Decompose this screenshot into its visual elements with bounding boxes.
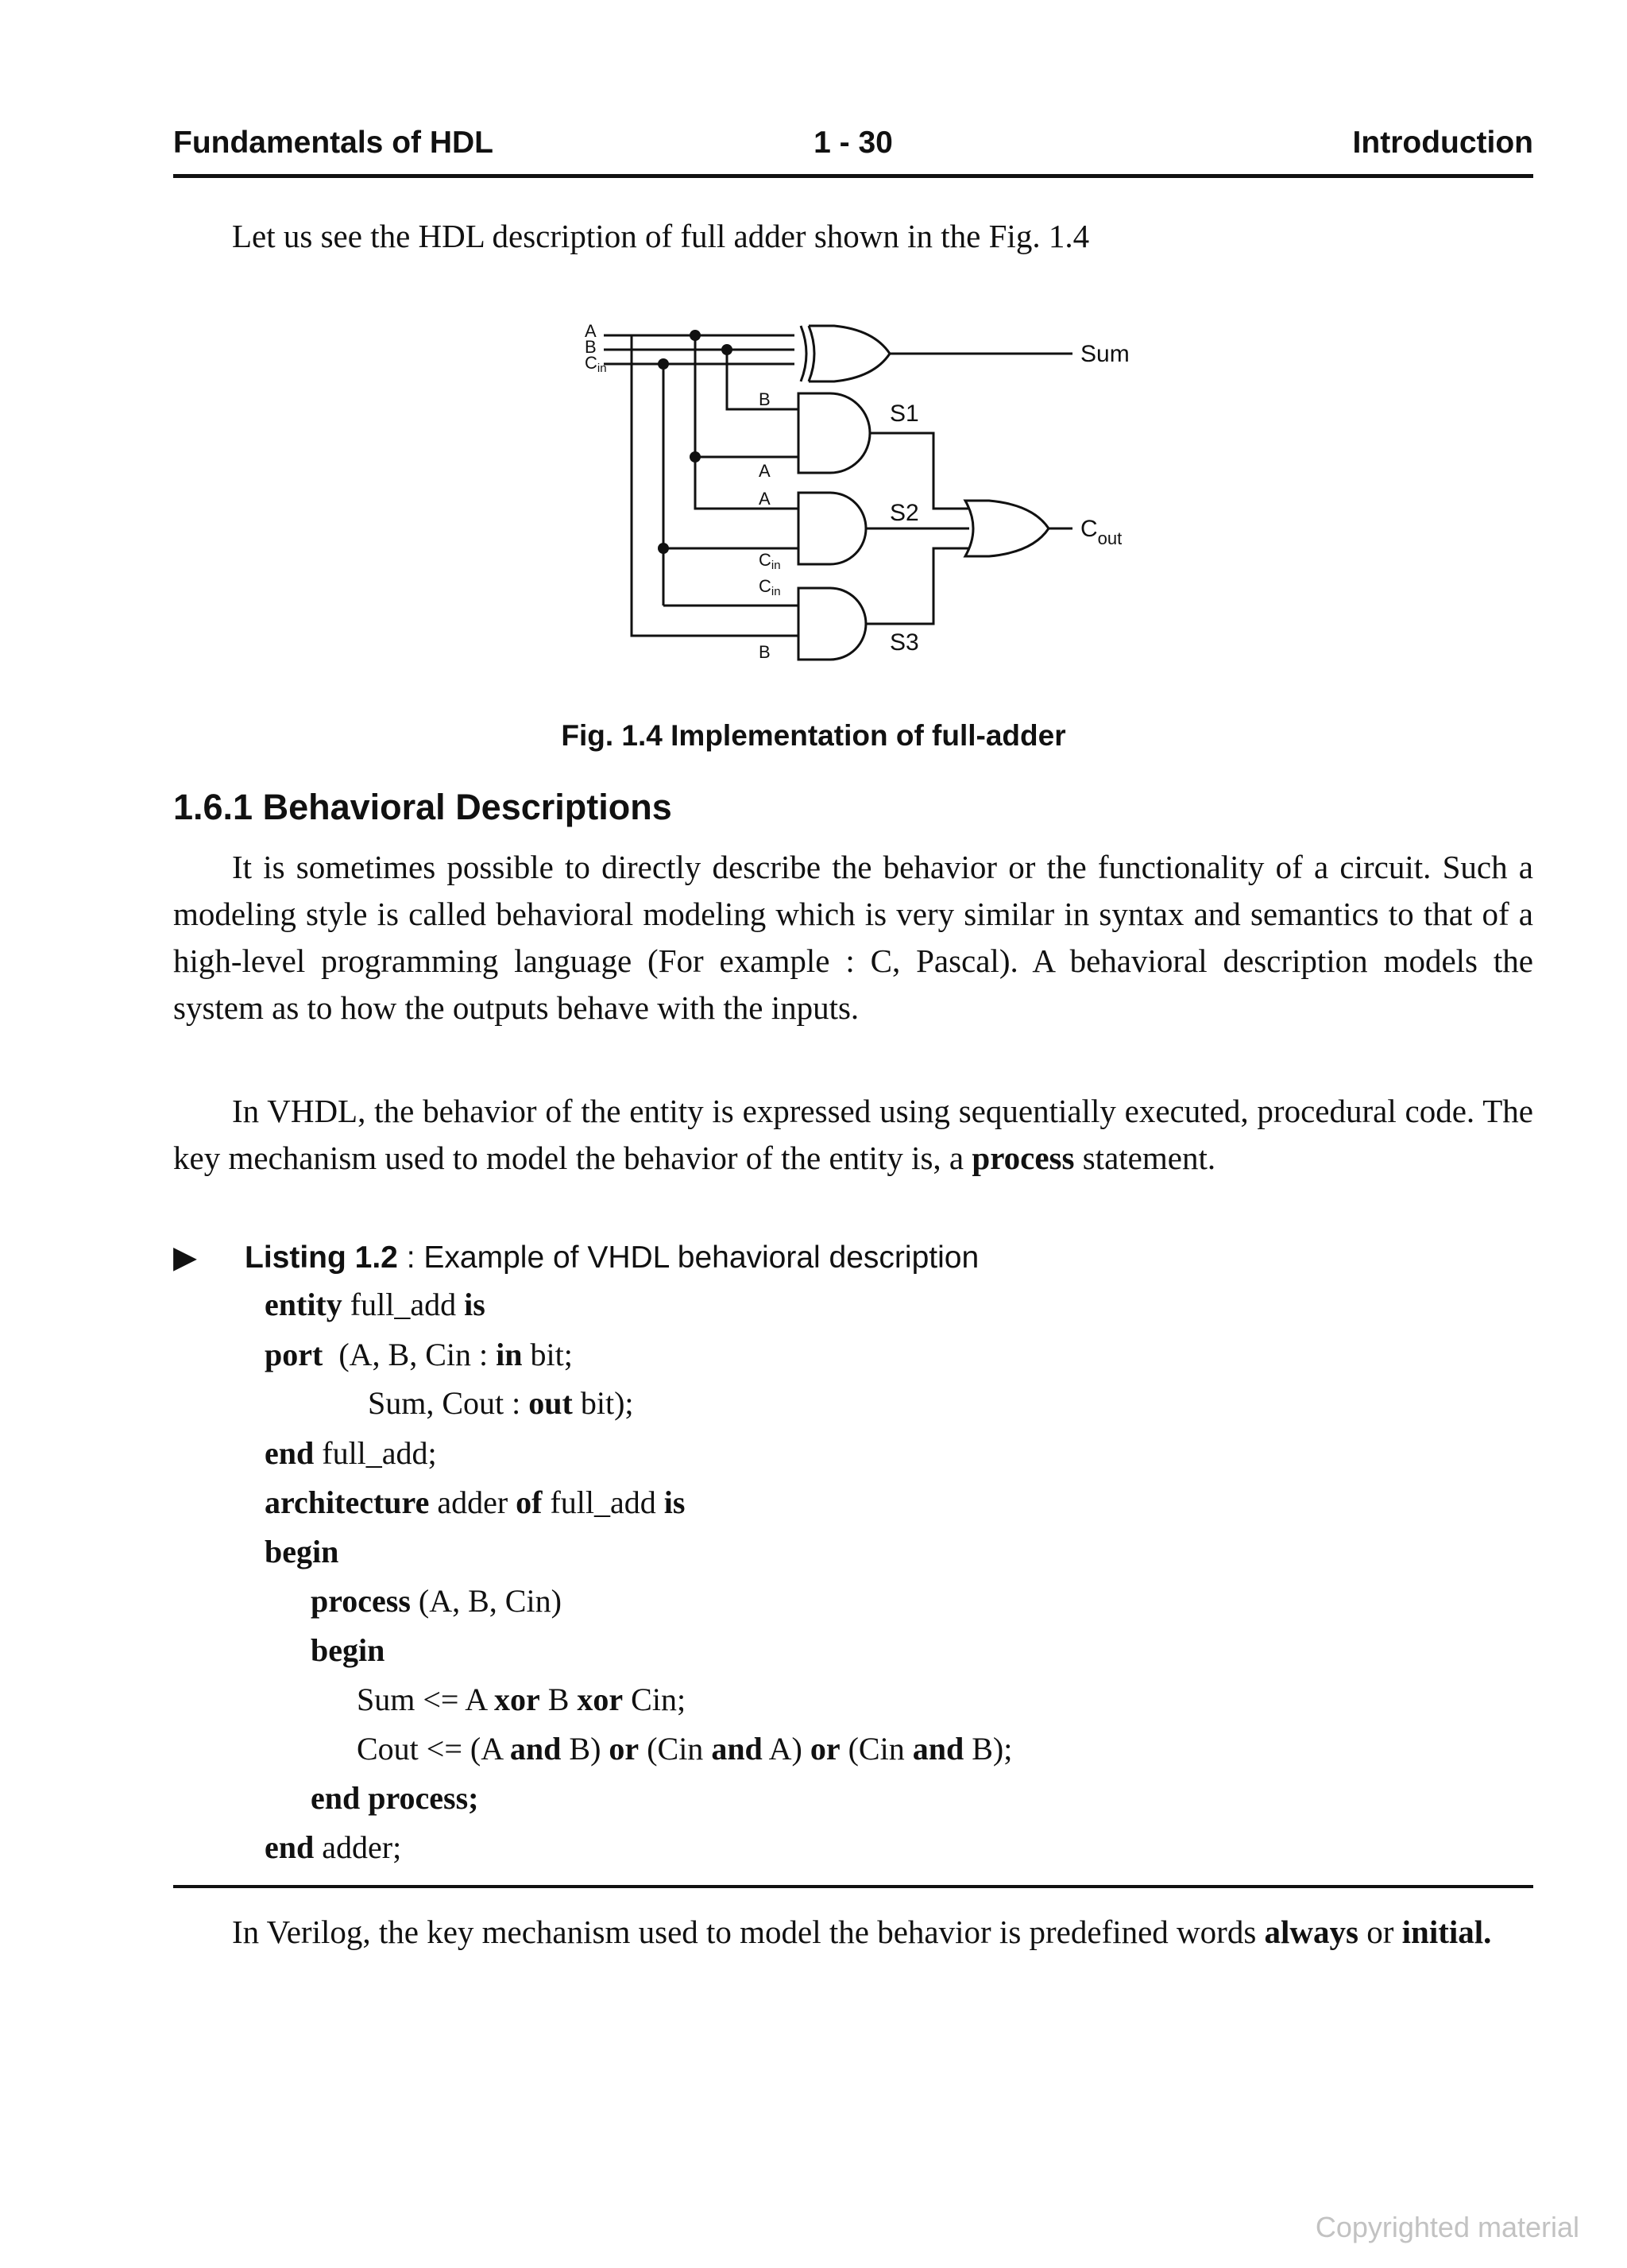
page-number: 1 - 30 bbox=[814, 126, 893, 160]
closing-or: or bbox=[1366, 1914, 1394, 1950]
paragraph-2-text: In VHDL, the behavior of the entity is expressed using sequentially executed, procedural code. The key mechanism used to model the behavior of the entity is, a bbox=[173, 1093, 1533, 1176]
and-gate-3 bbox=[798, 588, 866, 660]
listing-heading bbox=[173, 1240, 979, 1275]
page-header bbox=[173, 126, 1533, 165]
section-title: 1.6.1 Behavioral Descriptions bbox=[173, 787, 672, 827]
and-gate-1 bbox=[798, 393, 870, 473]
closing-text: In Verilog, the key mechanism used to model the behavior is predefined words bbox=[232, 1914, 1257, 1950]
code-line-5: architecture adder of full_add is bbox=[265, 1484, 686, 1520]
paragraph-2-keyword: process bbox=[972, 1140, 1075, 1176]
triangle-bullet-icon: ▶ bbox=[173, 1240, 197, 1275]
intro-text: Let us see the HDL description of full adder shown in the Fig. 1.4 bbox=[232, 218, 1090, 254]
paragraph-1 bbox=[173, 844, 1533, 1031]
pin-label-g3-top: Cin bbox=[759, 576, 781, 598]
figure-caption: Fig. 1.4 Implementation of full-adder bbox=[561, 719, 1066, 752]
pin-label-g3-bottom: B bbox=[759, 642, 771, 662]
code-line-10: Cout <= (A and B) or (Cin and A) or (Cin and B); bbox=[357, 1731, 1013, 1767]
pin-label-g2-top: A bbox=[759, 489, 771, 509]
xor-gate bbox=[801, 326, 806, 381]
intro-paragraph bbox=[173, 213, 1533, 260]
pin-label-g1-top: B bbox=[759, 389, 771, 409]
listing-label: Listing 1.2 bbox=[245, 1240, 398, 1275]
code-line-6: begin bbox=[265, 1534, 339, 1569]
closing-keyword-initial: initial. bbox=[1401, 1914, 1492, 1950]
copyright-watermark: Copyrighted material bbox=[1315, 2211, 1579, 2243]
listing-end-rule bbox=[173, 1885, 1533, 1888]
s2-label: S2 bbox=[890, 500, 919, 526]
code-line-12: end adder; bbox=[265, 1829, 402, 1865]
closing-keyword-always: always bbox=[1264, 1914, 1358, 1950]
paragraph-1-text: It is sometimes possible to directly describe the behavior or the functionality of a circuit. Such a modeling style is called behavioral modeling which is very similar in syntax and semantics to that of a high-level programming language (For example : C, Pascal). A behavioral description models the system as to how the outputs behave with the inputs. bbox=[173, 849, 1533, 1026]
header-rule bbox=[173, 174, 1533, 178]
code-line-3: Sum, Cout : out bit); bbox=[368, 1385, 634, 1421]
code-line-4: end full_add; bbox=[265, 1435, 437, 1471]
input-label-cin: Cin bbox=[585, 353, 607, 375]
code-line-2: port (A, B, Cin : in bit; bbox=[265, 1337, 573, 1372]
input-label-a: A bbox=[585, 321, 597, 341]
paragraph-2 bbox=[173, 1088, 1533, 1182]
code-line-7: process (A, B, Cin) bbox=[311, 1583, 562, 1619]
book-title: Fundamentals of HDL bbox=[173, 126, 494, 160]
full-adder-circuit-diagram bbox=[556, 318, 1160, 683]
code-line-8: begin bbox=[311, 1632, 385, 1668]
sum-label: Sum bbox=[1080, 341, 1130, 367]
chapter-title: Introduction bbox=[1352, 126, 1533, 160]
listing-separator: : bbox=[406, 1240, 415, 1275]
cout-label: $C_{out}$ bbox=[1080, 516, 1123, 548]
pin-label-g1-bottom: A bbox=[759, 461, 771, 481]
s3-label: S3 bbox=[890, 629, 919, 656]
listing-title: Example of VHDL behavioral description bbox=[423, 1240, 980, 1275]
code-line-1: entity full_add is bbox=[265, 1287, 485, 1322]
code-line-11: end process; bbox=[311, 1780, 479, 1816]
closing-paragraph bbox=[173, 1909, 1533, 1956]
paragraph-2-end: statement. bbox=[1082, 1140, 1216, 1176]
and-gate-2 bbox=[798, 493, 866, 564]
code-line-9: Sum <= A xor B xor Cin; bbox=[357, 1682, 686, 1717]
or-gate bbox=[965, 501, 1049, 556]
pin-label-g2-bottom: Cin bbox=[759, 550, 781, 572]
input-label-b: B bbox=[585, 337, 597, 357]
s1-label: S1 bbox=[890, 401, 919, 427]
